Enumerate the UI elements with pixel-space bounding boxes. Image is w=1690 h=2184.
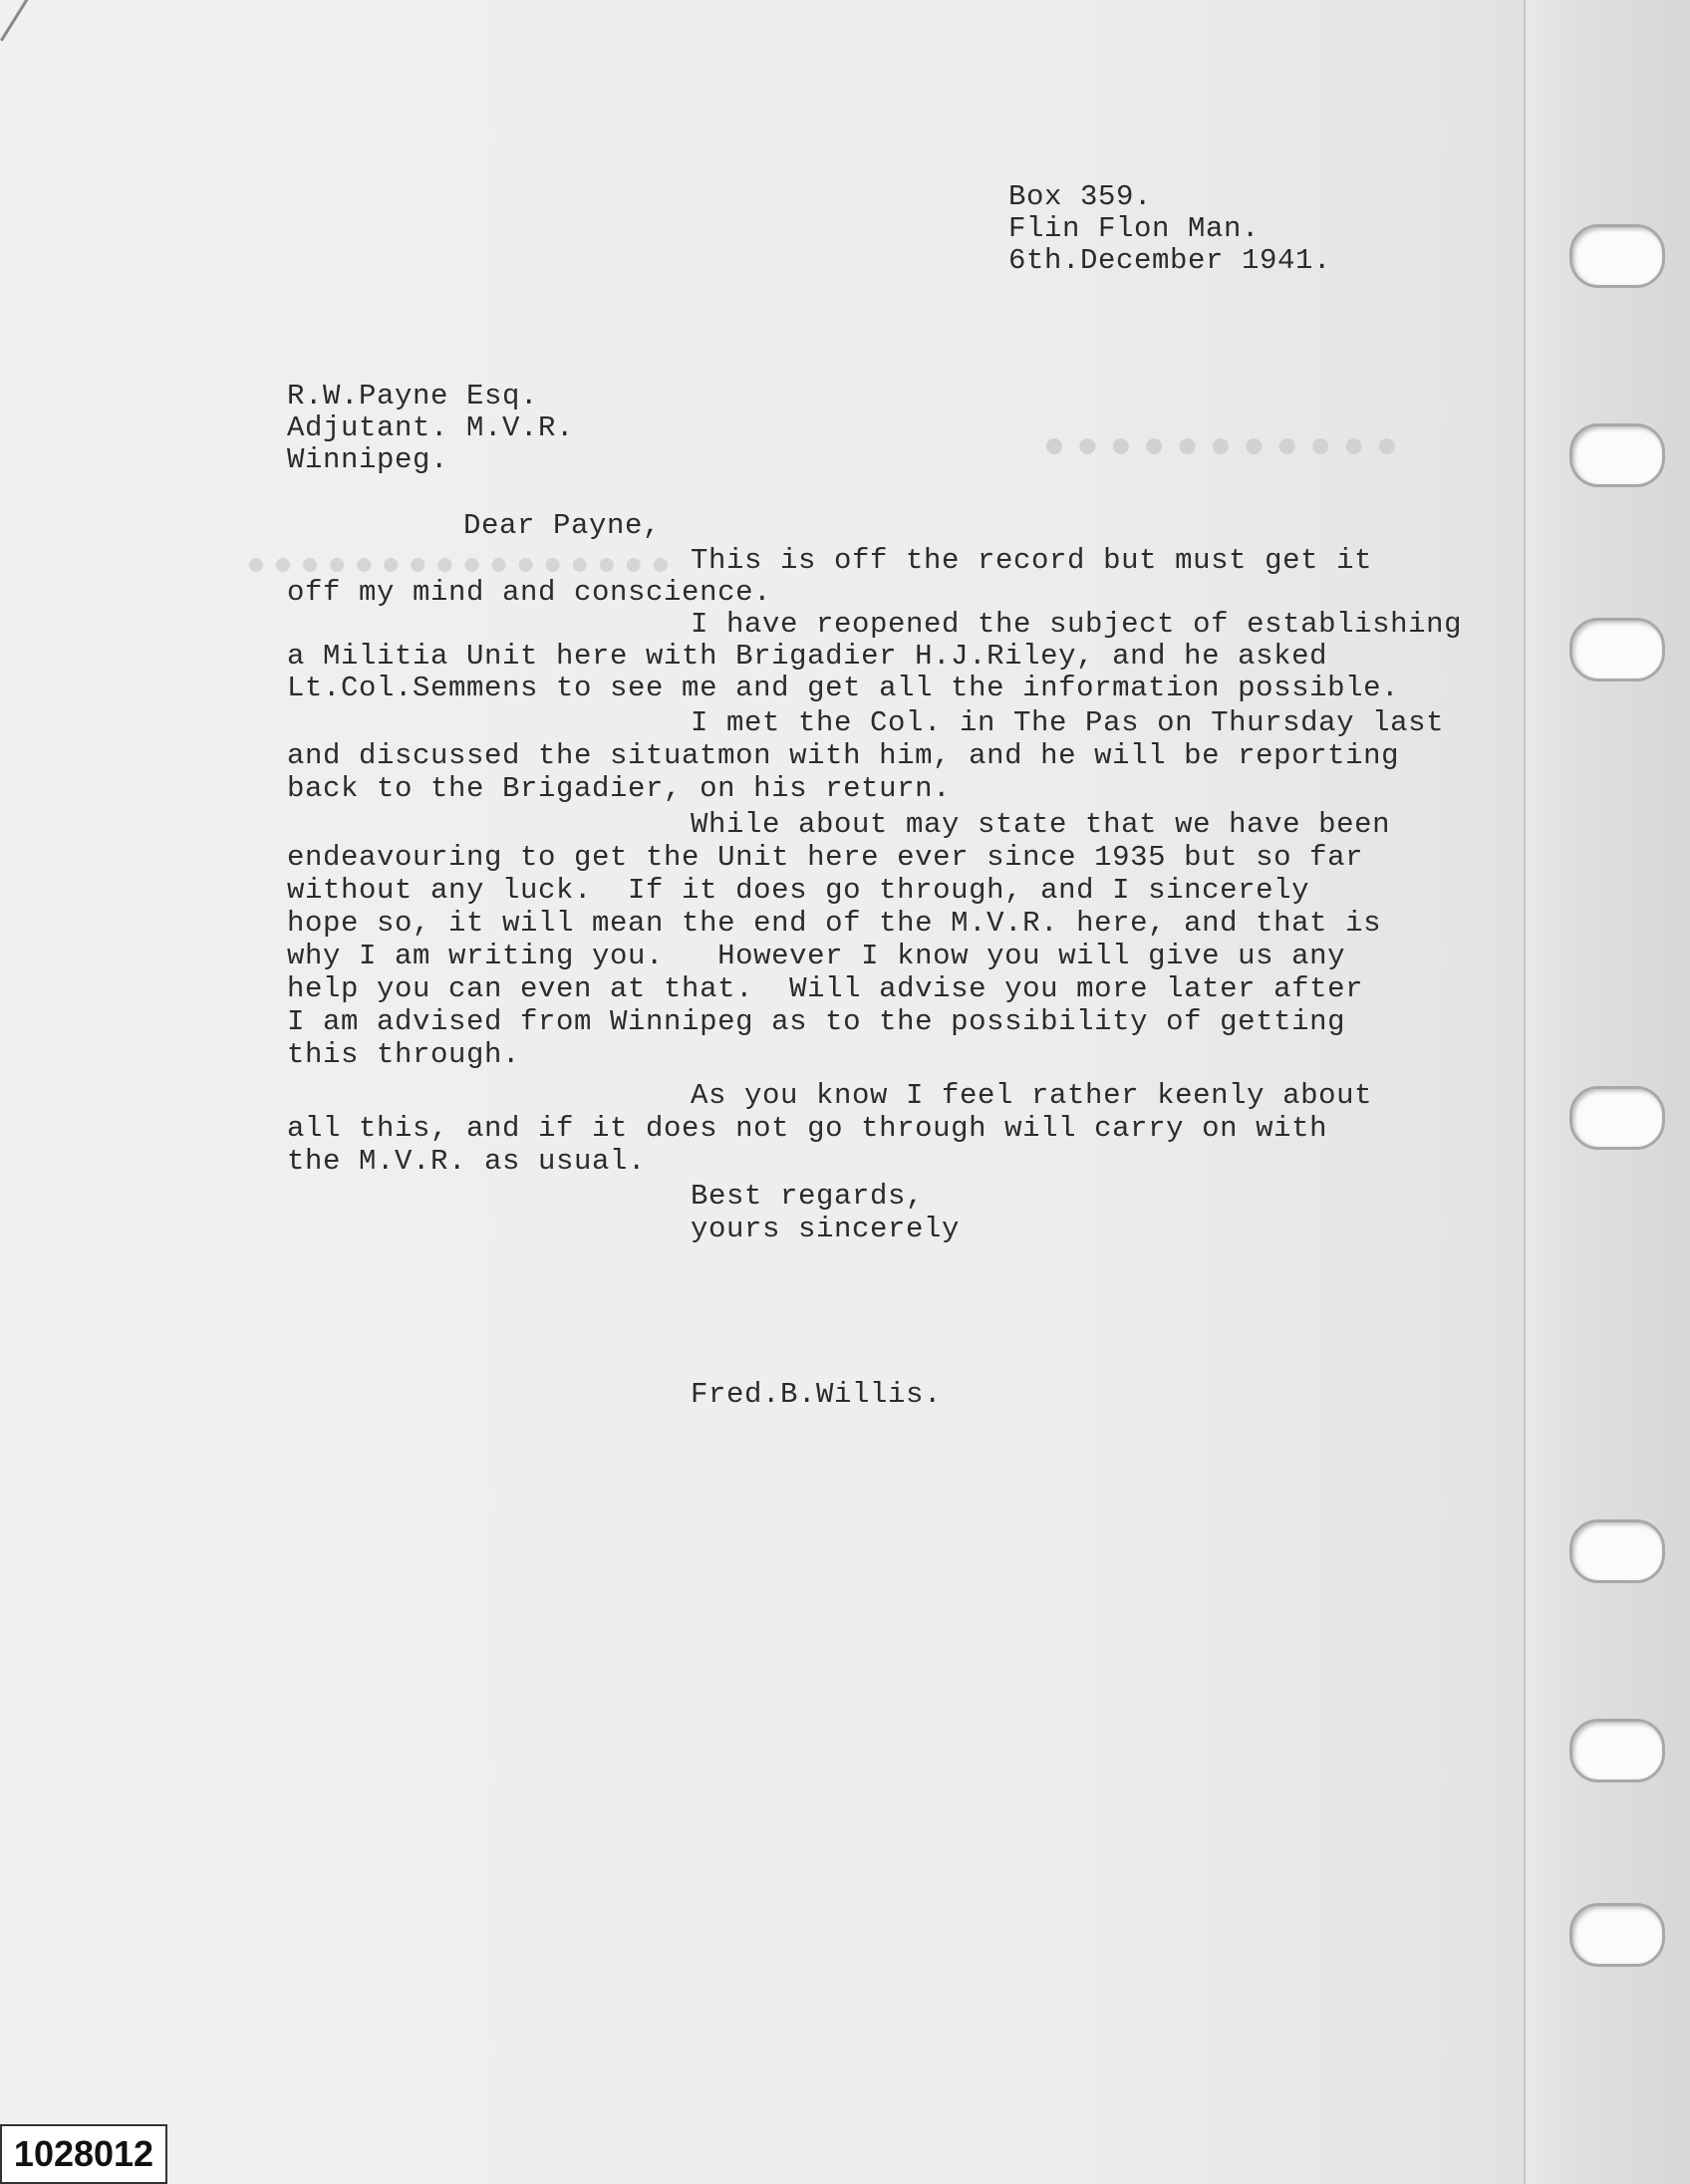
binder-hole: [1569, 224, 1665, 288]
body-line: Lt.Col.Semmens to see me and get all the information possible.: [287, 672, 1400, 704]
bleed-through: [1046, 359, 1395, 454]
binder-hole: [1569, 1903, 1665, 1967]
binder-hole: [1569, 1719, 1665, 1782]
binder-hole: [1569, 618, 1665, 682]
body-line: off my mind and conscience.: [287, 576, 772, 609]
body-line: hope so, it will mean the end of the M.V.R. here, and that is: [287, 907, 1382, 940]
body-line: all this, and if it does not go through will carry on with: [287, 1112, 1328, 1145]
body-line: I am advised from Winnipeg as to the possibility of getting: [287, 1005, 1346, 1038]
body-line: back to the Brigadier, on his return.: [287, 772, 952, 805]
letter-date: 6th.December 1941.: [1008, 244, 1332, 277]
sender-address-line: Flin Flon Man.: [1008, 212, 1261, 245]
binder-hole: [1569, 1519, 1665, 1583]
closing-line: Best regards,: [691, 1180, 925, 1213]
document-id-label: 1028012: [0, 2124, 167, 2184]
body-line: help you can even at that. Will advise you more later after: [287, 972, 1364, 1005]
body-line: and discussed the situatmon with him, and he will be reporting: [287, 739, 1400, 772]
body-line: This is off the record but must get it: [691, 544, 1373, 577]
signature: Fred.B.Willis.: [691, 1378, 943, 1411]
bleed-through: [249, 538, 668, 572]
body-line: endeavouring to get the Unit here ever since 1935 but so far: [287, 841, 1364, 874]
binder-hole: [1569, 1086, 1665, 1150]
binder-hole: [1569, 423, 1665, 487]
recipient-line: Adjutant. M.V.R.: [287, 411, 575, 444]
body-line: As you know I feel rather keenly about: [691, 1079, 1373, 1112]
recipient-line: R.W.Payne Esq.: [287, 380, 539, 412]
corner-scratch: [0, 0, 40, 42]
sender-address-line: Box 359.: [1008, 180, 1153, 213]
body-line: the M.V.R. as usual.: [287, 1145, 647, 1178]
body-line: I have reopened the subject of establishing: [691, 608, 1463, 641]
salutation: Dear Payne,: [463, 509, 662, 542]
body-line: why I am writing you. However I know you will give us any: [287, 940, 1346, 972]
body-line: this through.: [287, 1038, 521, 1071]
body-line: While about may state that we have been: [691, 808, 1391, 841]
body-line: I met the Col. in The Pas on Thursday last: [691, 706, 1445, 739]
closing-line: yours sincerely: [691, 1213, 961, 1245]
recipient-line: Winnipeg.: [287, 443, 449, 476]
body-line: without any luck. If it does go through, and I sincerely: [287, 874, 1310, 907]
body-line: a Militia Unit here with Brigadier H.J.Riley, and he asked: [287, 640, 1328, 673]
